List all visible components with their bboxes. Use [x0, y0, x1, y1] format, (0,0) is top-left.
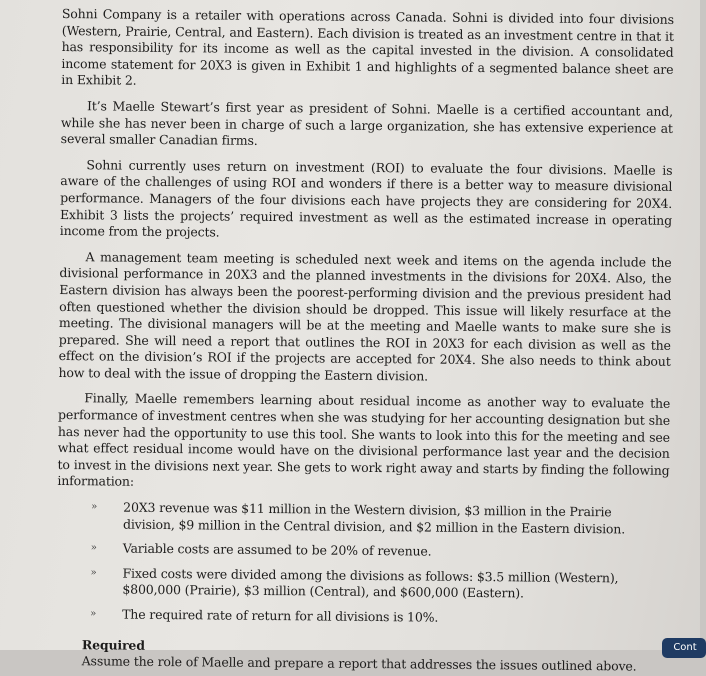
- list-item-text: 20X3 revenue was $11 million in the Western division, $3 million in the Prairie division, $9 million in the Central division, and $2 million in the Eastern division.: [122, 499, 626, 537]
- information-list: [90, 499, 669, 628]
- required-section: [82, 637, 668, 676]
- required-heading: Required: [81, 636, 145, 653]
- list-item: [91, 541, 663, 563]
- paragraph-residual-income: Finally, Maelle remembers learning about residual income as another way to evaluate the performance of investment centres when she was studying for her accounting designation but she has never had the opportunity to use this tool. She wants to look into this for the meeting and see what effect residual income would have on the divisional performance last year and the decision to invest in the divisions next year. She gets to work right away and starts by finding the following information:: [57, 390, 671, 490]
- paragraph-meeting: A management team meeting is scheduled next week and items on the agenda include the divisional performance in 20X3 and the planned investments in the divisions for 20X4. Also, the Eastern division has always been the poorest-performing division and the previous president had often questioned whether the division should be dropped. This issue will likely resurface at the meeting. The divisional managers will be at the meeting and Maelle wants to make sure she is prepared. She will need a report that outlines the ROI in 20X3 for each division as well as the effect on the division’s ROI if the projects are accepted for 20X4. She also needs to think about how to deal with the issue of dropping the Eastern division.: [58, 248, 672, 384]
- list-item: [91, 499, 663, 538]
- list-item-text: The required rate of return for all divisions is 10%.: [122, 606, 439, 625]
- bullet-icon: »: [90, 567, 97, 579]
- bullet-icon: »: [90, 542, 97, 554]
- bullet-icon: »: [91, 501, 98, 513]
- list-item-text: Variable costs are assumed to be 20% of revenue.: [122, 540, 432, 559]
- list-item-text: Fixed costs were divided among the divisions as follows: $3.5 million (Western), $800,000 (Prairie), $3 million (Central), and $600,000 (Eastern).: [122, 565, 619, 601]
- list-item: [90, 606, 662, 628]
- paragraph-intro: Sohni Company is a retailer with operations across Canada. Sohni is divided into four divisions (Western, Prairie, Central, and Eastern). Each division is treated as an investment centre in that it has responsibility for its income as well as the capital invested in the division. A consolidated income statement for 20X3 is given in Exhibit 1 and highlights of a segmented balance sheet are in Exhibit 2.: [61, 6, 674, 89]
- case-text: [56, 6, 674, 676]
- list-item: [90, 565, 662, 604]
- required-text: Assume the role of Maelle and prepare a report that addresses the issues outlined above.: [81, 653, 637, 674]
- paragraph-president: It’s Maelle Stewart’s first year as president of Sohni. Maelle is a certified accountant and, while she has never been in charge of such a large organization, she has extensive experience at several smaller Canadian firms.: [60, 98, 674, 149]
- paragraph-roi: Sohni currently uses return on investment (ROI) to evaluate the four divisions. Maelle is aware of the challenges of using ROI and wonders if there is a better way to measure divisional performance. Managers of the four divisions each have projects they are considering for 20X4. Exhibit 3 lists the projects’ required investment as well as the estimated increase in operating income from the projects.: [59, 156, 673, 240]
- continue-button[interactable]: Cont: [662, 638, 706, 658]
- bullet-icon: »: [90, 608, 97, 620]
